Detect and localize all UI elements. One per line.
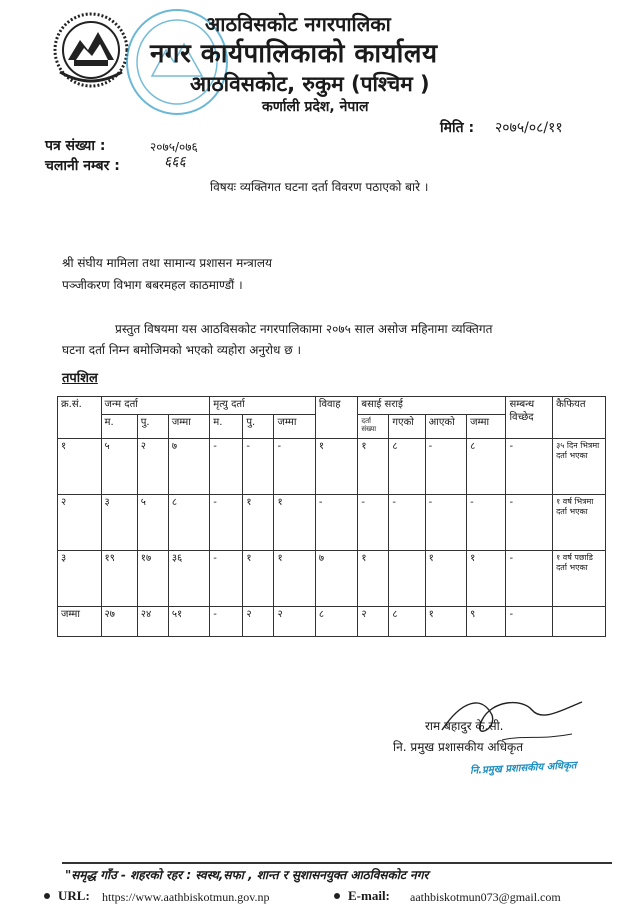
dispatch-number-value: ६६६ — [164, 154, 186, 170]
table-cell: ५ — [137, 494, 168, 550]
table-cell: २४ — [137, 606, 168, 636]
table-cell: - — [210, 606, 243, 636]
ref-number-label: पत्र संख्या : — [45, 138, 106, 154]
table-cell: १ — [243, 550, 274, 606]
header-birth: जन्म दर्ता — [101, 397, 210, 415]
table-cell: ९ — [467, 606, 506, 636]
header-sn: क्र.सं. — [58, 397, 102, 439]
ref-number-value: २०७५/०७६ — [150, 140, 198, 154]
table-cell: - — [506, 550, 553, 606]
sub-female: पु. — [243, 414, 274, 438]
sub-male: म. — [101, 414, 137, 438]
body-line-2: घटना दर्ता निम्न बमोजिमको भएको व्यहोरा अनुरोध छ । — [62, 343, 302, 357]
sub-total: जम्मा — [274, 414, 315, 438]
table-row — [58, 438, 606, 494]
table-cell: २ — [137, 438, 168, 494]
sub-male: म. — [210, 414, 243, 438]
dispatch-number-label: चलानी नम्बर : — [45, 158, 120, 174]
sub-came: आएको — [425, 414, 466, 438]
recipient-line-2: पञ्जीकरण विभाग बबरमहल काठमाण्डौं । — [62, 278, 243, 292]
table-cell: - — [467, 494, 506, 550]
footer-divider — [62, 862, 612, 864]
table-cell: - — [506, 494, 553, 550]
table-cell: ८ — [467, 438, 506, 494]
table-cell: १ — [425, 606, 466, 636]
table-cell: ५ — [101, 438, 137, 494]
municipality-name: आठविसकोट नगरपालिका — [205, 12, 391, 36]
table-cell — [389, 550, 425, 606]
sub-went: गएको — [389, 414, 425, 438]
registration-table — [57, 396, 606, 637]
table-total-row — [58, 606, 606, 636]
table-cell: २ — [58, 494, 102, 550]
table-cell: ५१ — [168, 606, 209, 636]
table-cell: ३ — [101, 494, 137, 550]
table-cell: १ — [243, 494, 274, 550]
date-value: २०७५/०८/११ — [495, 120, 563, 136]
remarks-cell: ३५ दिन भित्रमा दर्ता भएका — [553, 438, 606, 494]
table-cell: ८ — [389, 606, 425, 636]
table-cell: २ — [358, 606, 389, 636]
office-address: आठविसकोट, रुकुम (पश्चिम ) — [190, 72, 430, 96]
table-cell: ३६ — [168, 550, 209, 606]
table-cell: ८ — [389, 438, 425, 494]
bullet-icon — [334, 893, 340, 899]
header-marriage: विवाह — [315, 397, 357, 439]
table-cell: १ — [425, 550, 466, 606]
table-cell: १ — [358, 438, 389, 494]
table-cell: १ — [467, 550, 506, 606]
table-cell: ७ — [315, 550, 357, 606]
section-title: तपशिल — [62, 371, 98, 386]
signatory-seal: नि.प्रमुख प्रशासकीय अधिकृत — [469, 760, 577, 777]
header-death: मृत्यु दर्ता — [210, 397, 316, 415]
table-cell: जम्मा — [58, 606, 102, 636]
sub-mig-total: जम्मा — [467, 414, 506, 438]
header-migration: बसाई सराई — [358, 397, 506, 415]
letter-subject: विषयः व्यक्तिगत घटना दर्ता विवरण पठाएको बारे । — [210, 180, 429, 194]
signatory-title: नि. प्रमुख प्रशासकीय अधिकृत — [393, 740, 524, 754]
recipient-line-1: श्री संघीय मामिला तथा सामान्य प्रशासन मन्त्रालय — [62, 256, 272, 270]
table-cell: - — [389, 494, 425, 550]
table-cell: - — [506, 438, 553, 494]
header-divorce: सम्बन्ध विच्छेद — [506, 397, 553, 439]
table-cell: २ — [274, 606, 315, 636]
table-cell: १ — [358, 550, 389, 606]
table-cell: - — [210, 494, 243, 550]
table-cell: १ — [58, 438, 102, 494]
url-label: URL: — [58, 888, 90, 903]
table-row — [58, 550, 606, 606]
table-header-row — [58, 397, 606, 415]
table-row — [58, 494, 606, 550]
table-cell: - — [358, 494, 389, 550]
body-line-1: प्रस्तुत विषयमा यस आठविसकोट नगरपालिकामा २०७५ साल असोज महिनामा व्यक्तिगत — [115, 322, 493, 336]
signatory-name: राम बहादुर के.सी. — [425, 719, 504, 733]
table-cell: - — [425, 438, 466, 494]
government-emblem-logo — [50, 10, 132, 90]
office-name: नगर कार्यपालिकाको कार्यालय — [150, 39, 438, 69]
email-label: E-mail: — [348, 888, 390, 903]
table-cell: १७ — [137, 550, 168, 606]
table-cell: - — [210, 550, 243, 606]
table-cell: - — [243, 438, 274, 494]
footer-motto: "समृद्ध गाँउ - शहरको रहर : स्वस्थ,सफा , शान्त र सुशासनयुक्त आठविसकोट नगर — [65, 868, 429, 882]
province-name: कर्णाली प्रदेश, नेपाल — [262, 99, 369, 115]
sub-mig-count: दर्ता संख्या — [358, 414, 389, 438]
table-cell: ८ — [168, 494, 209, 550]
table-cell: - — [274, 438, 315, 494]
table-cell: १ — [274, 494, 315, 550]
table-cell: १ — [315, 438, 357, 494]
table-cell: १९ — [101, 550, 137, 606]
date-label: मिति : — [440, 120, 475, 136]
remarks-cell: १ वर्ष पछाडि दर्ता भएका — [553, 550, 606, 606]
table-cell: ७ — [168, 438, 209, 494]
sub-total: जम्मा — [168, 414, 209, 438]
sub-female: पु. — [137, 414, 168, 438]
table-cell: - — [506, 606, 553, 636]
table-cell: २७ — [101, 606, 137, 636]
url-link[interactable]: https://www.aathbiskotmun.gov.np — [102, 890, 270, 904]
table-cell: १ — [274, 550, 315, 606]
table-cell: २ — [243, 606, 274, 636]
table-cell: ८ — [315, 606, 357, 636]
remarks-cell — [553, 606, 606, 636]
table-cell: - — [425, 494, 466, 550]
table-cell: ३ — [58, 550, 102, 606]
header-remarks: कैफियत — [553, 397, 606, 439]
table-cell: - — [315, 494, 357, 550]
remarks-cell: १ वर्ष भित्रमा दर्ता भएका — [553, 494, 606, 550]
bullet-icon — [44, 893, 50, 899]
table-cell: - — [210, 438, 243, 494]
email-link[interactable]: aathbiskotmun073@gmail.com — [410, 890, 561, 904]
